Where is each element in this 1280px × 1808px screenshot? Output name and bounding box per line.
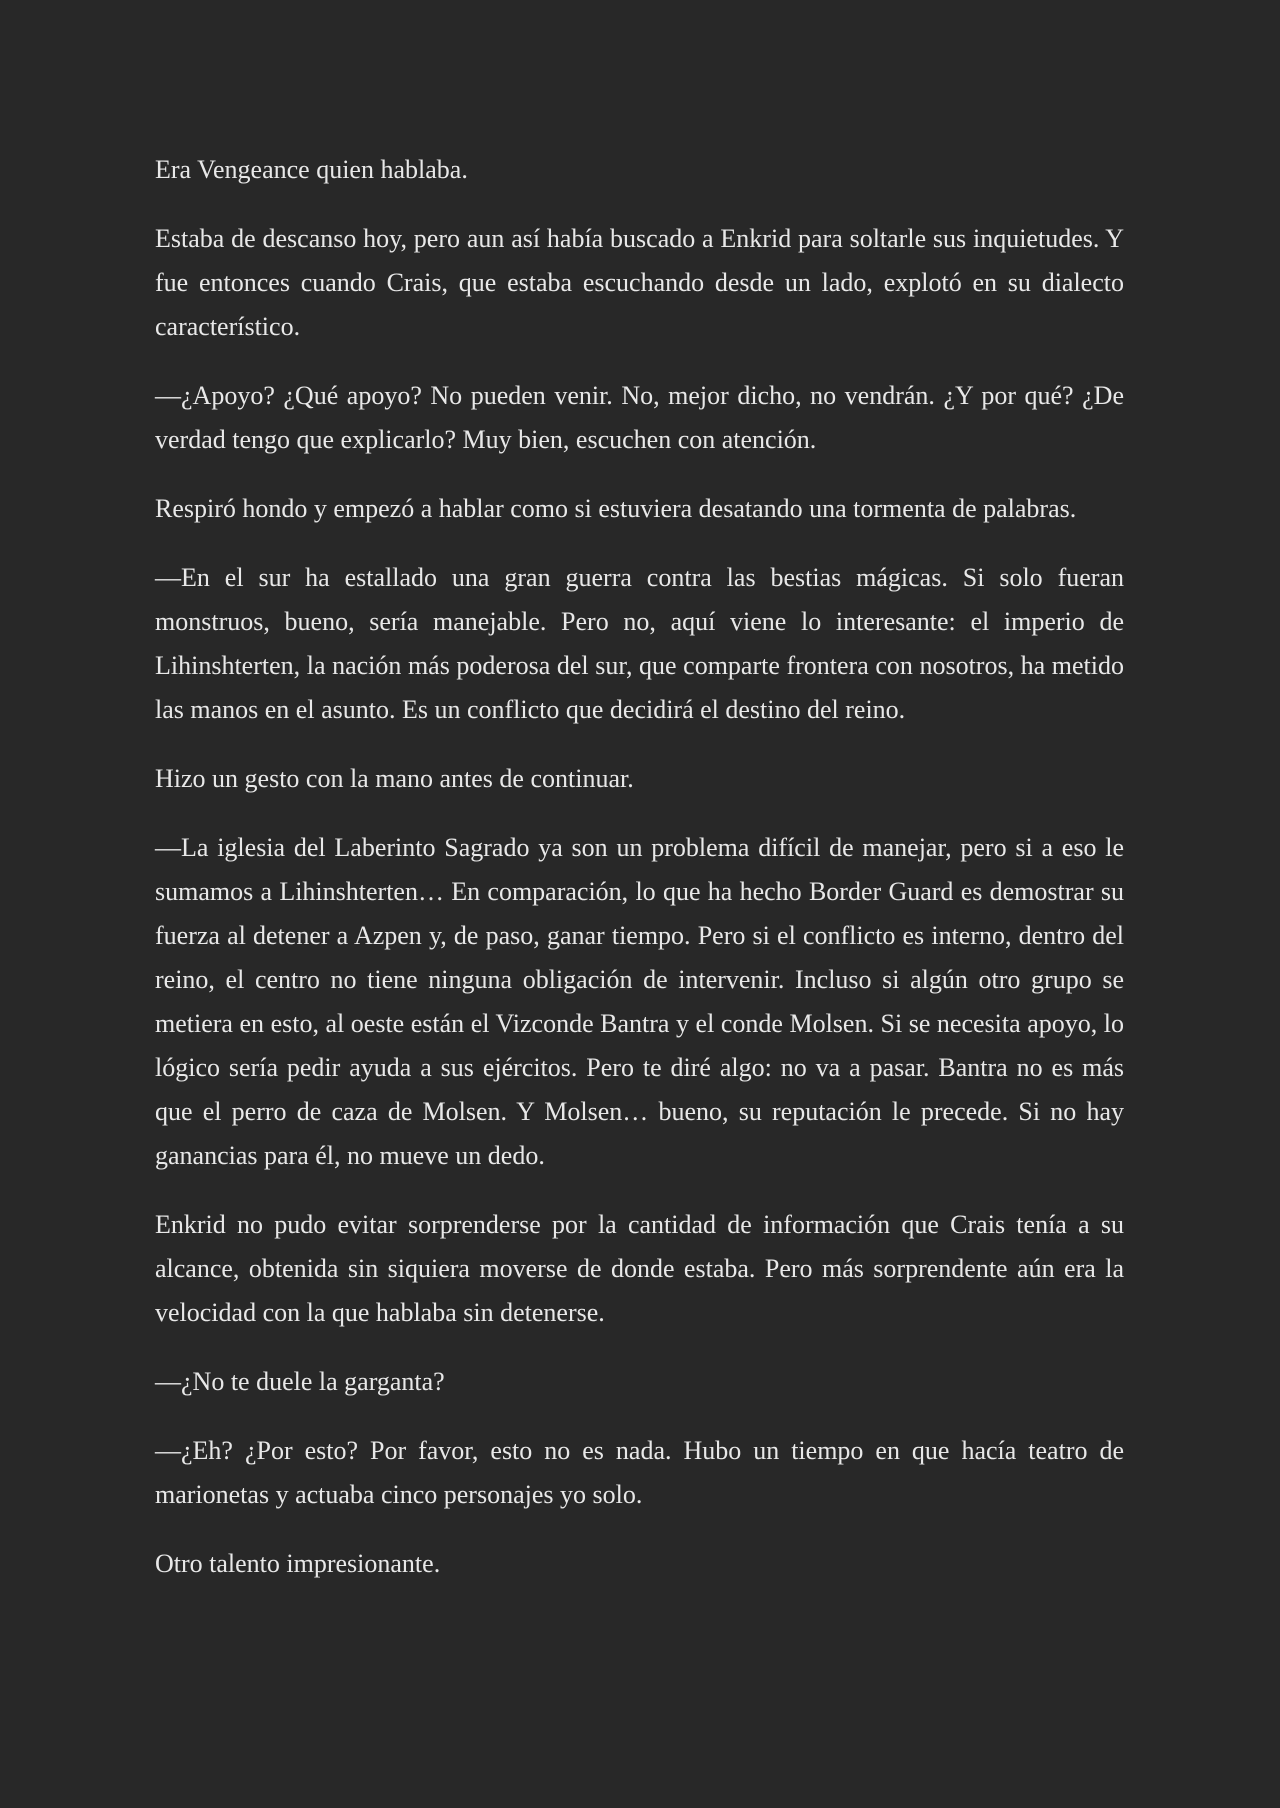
paragraph: —¿Eh? ¿Por esto? Por favor, esto no es nada. Hubo un tiempo en que hacía teatro de marionetas y actuaba cinco personajes yo solo. bbox=[155, 1436, 1124, 1509]
paragraph: Hizo un gesto con la mano antes de continuar. bbox=[155, 764, 634, 793]
paragraph: Era Vengeance quien hablaba. bbox=[155, 155, 468, 184]
paragraph: —En el sur ha estallado una gran guerra contra las bestias mágicas. Si solo fueran monstruos, bueno, sería manejable. Pero no, aquí viene lo interesante: el imperio de Lihinshterten, la nación más poderosa del sur, que comparte frontera con nosotros, ha metido las manos en el asunto. Es un conflicto que decidirá el destino del reino. bbox=[155, 563, 1124, 724]
paragraph: —La iglesia del Laberinto Sagrado ya son un problema difícil de manejar, pero si a eso le sumamos a Lihinshterten… En comparación, lo que ha hecho Border Guard es demostrar su fuerza al detener a Azpen y, de paso, ganar tiempo. Pero si el conflicto es interno, dentro del reino, el centro no tiene ninguna obligación de intervenir. Incluso si algún otro grupo se metiera en esto, al oeste están el Vizconde Bantra y el conde Molsen. Si se necesita apoyo, lo lógico sería pedir ayuda a sus ejércitos. Pero te diré algo: no va a pasar. Bantra no es más que el perro de caza de Molsen. Y Molsen… bueno, su reputación le precede. Si no hay ganancias para él, no mueve un dedo. bbox=[155, 833, 1124, 1170]
paragraph: Enkrid no pudo evitar sorprenderse por la cantidad de información que Crais tenía a su alcance, obtenida sin siquiera moverse de donde estaba. Pero más sorprendente aún era la velocidad con la que hablaba sin detenerse. bbox=[155, 1210, 1124, 1327]
chapter-text bbox=[155, 148, 1124, 1611]
paragraph: —¿No te duele la garganta? bbox=[155, 1367, 445, 1396]
paragraph: Respiró hondo y empezó a hablar como si estuviera desatando una tormenta de palabras. bbox=[155, 494, 1077, 523]
paragraph: —¿Apoyo? ¿Qué apoyo? No pueden venir. No, mejor dicho, no vendrán. ¿Y por qué? ¿De verdad tengo que explicarlo? Muy bien, escuchen con atención. bbox=[155, 381, 1124, 454]
paragraph: Estaba de descanso hoy, pero aun así había buscado a Enkrid para soltarle sus inquietudes. Y fue entonces cuando Crais, que estaba escuchando desde un lado, explotó en su dialecto característico. bbox=[155, 224, 1124, 341]
paragraph: Otro talento impresionante. bbox=[155, 1549, 441, 1578]
